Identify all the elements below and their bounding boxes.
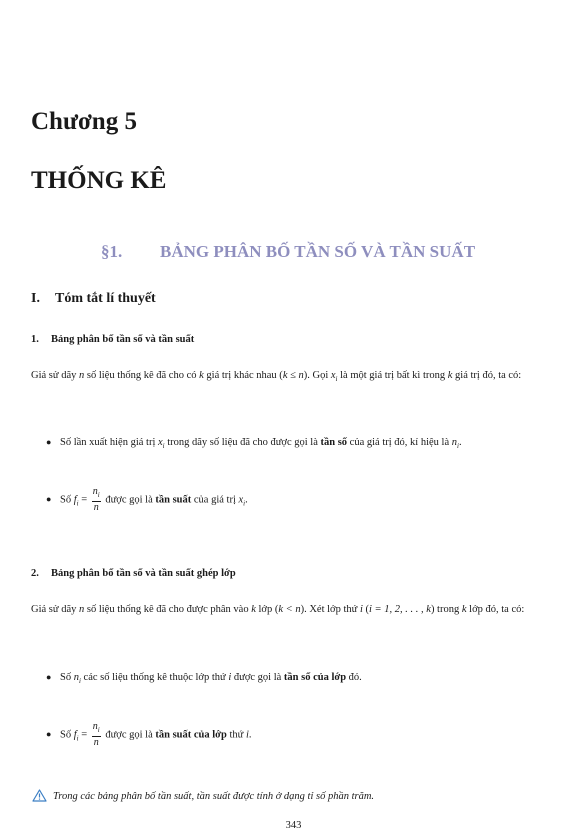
note [32, 789, 374, 802]
part-number: I. [31, 291, 40, 306]
chapter-label: Chương 5 [31, 108, 137, 135]
fraction: $\frac{n_i}{n}$ [92, 721, 100, 748]
bullet-item: ● Số $n_i$ các số liệu thống kê thuộc lớp thứ i được gọi là tần số của lớp đó. [46, 672, 362, 686]
part-title: Tóm tắt lí thuyết [55, 291, 156, 306]
fraction: $\frac{n_i}{n}$ [92, 486, 100, 513]
chapter-title: THỐNG KÊ [31, 167, 167, 194]
section-title: BẢNG PHÂN BỐ TẦN SỐ VÀ TẦN SUẤT [160, 242, 476, 261]
bullet-item: ● Số $f_i$ = $\frac{n_i}{n}$ được gọi là tần suất của lớp thứ i. [46, 721, 252, 748]
subsection-2-paragraph: Giả sử dãy n số liệu thống kê đã cho được phân vào k lớp (k < n). Xét lớp thứ i (i = 1, 2, . . . , k) trong k lớp đó, ta có: [31, 604, 525, 615]
subsection-heading-1 [31, 334, 194, 345]
note-text: Trong các bảng phân bố tần suất, tần suất được tính ở dạng tỉ số phần trăm. [53, 791, 375, 802]
subsection-number: 2. [31, 568, 39, 579]
subsection-number: 1. [31, 334, 39, 345]
subsection-title: Bảng phân bố tần số và tần suất [51, 334, 195, 345]
subsection-heading-2 [31, 568, 236, 579]
subsection-title: Bảng phân bố tần số và tần suất ghép lớp [51, 568, 236, 579]
page-number: 343 [285, 820, 302, 831]
bullet-item: ● Số $f_i$ = $\frac{n_i}{n}$ được gọi là tần suất của giá trị $x_i$. [46, 486, 248, 513]
warning-icon [32, 789, 47, 802]
bullet-item: ● Số lần xuất hiện giá trị $x_i$ trong dãy số liệu đã cho được gọi là tần số của giá trị đó, kí hiệu là $n_i$. [46, 437, 462, 451]
section-number: §1. [101, 242, 123, 261]
part-heading [31, 291, 156, 307]
subsection-1-paragraph: Giả sử dãy n số liệu thống kê đã cho có k giá trị khác nhau (k ≤ n). Gọi $x_i$ là một giá trị bất kì trong k giá trị đó, ta có: [31, 370, 522, 384]
